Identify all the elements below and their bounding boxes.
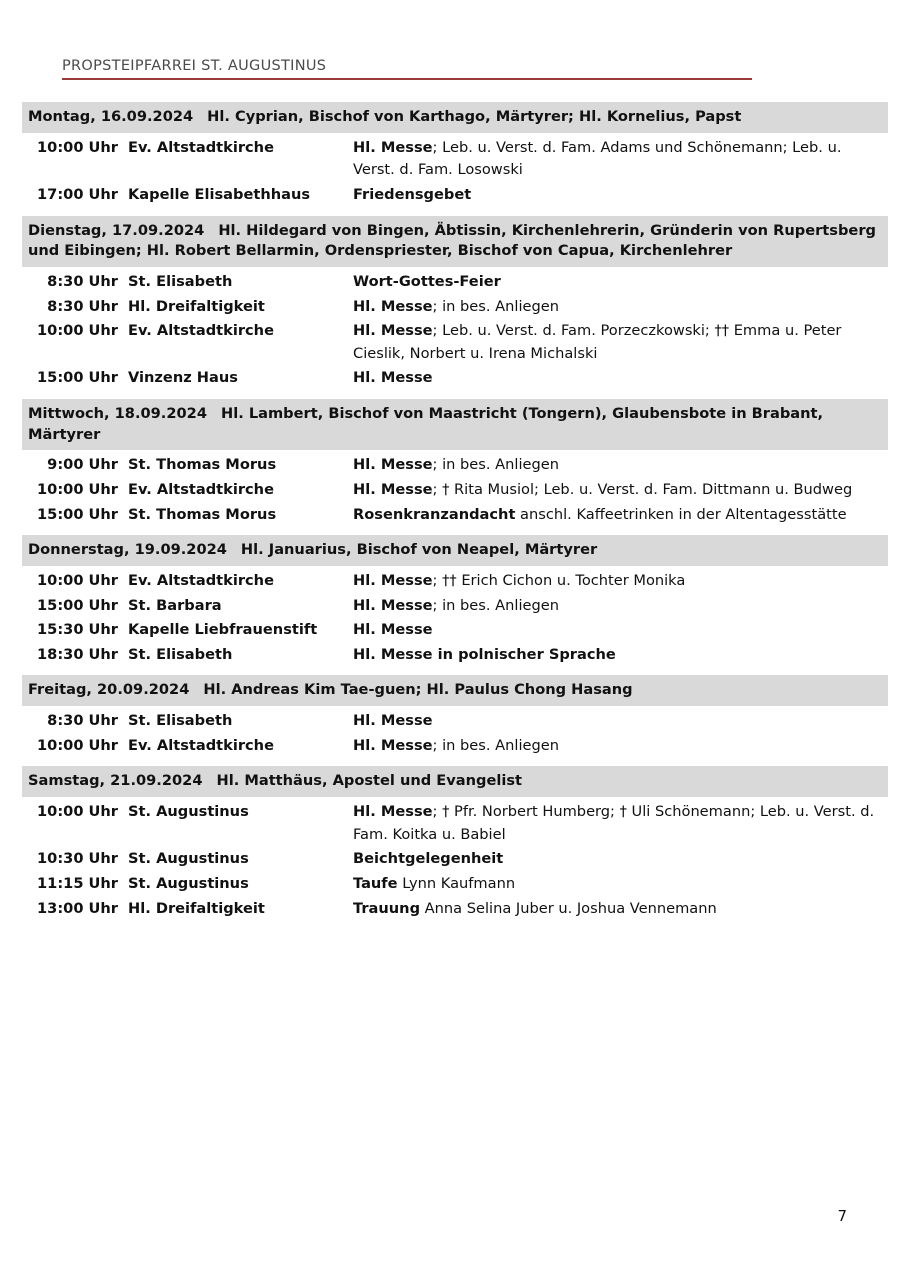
entry-description	[353, 271, 888, 294]
entry-time: 15:00 Uhr	[37, 505, 118, 523]
entry-location: St. Elisabeth	[128, 712, 233, 730]
day-saints: Hl. Cyprian, Bischof von Karthago, Märtyrer; Hl. Kornelius, Papst	[207, 108, 742, 125]
entry-location: St. Augustinus	[128, 874, 249, 892]
day-header	[22, 102, 888, 133]
schedule-entry	[22, 872, 888, 897]
entry-description	[353, 320, 888, 365]
schedule-entry	[22, 569, 888, 594]
day-saints: Hl. Hildegard von Bingen, Äbtissin, Kirchenlehrerin, Gründerin von Rupertsberg und Eibingen; Hl. Robert Bellarmin, Ordenspriester, Bischof von Capua, Kirchenlehrer	[28, 221, 876, 260]
entry-time: 15:30 Uhr	[37, 621, 118, 639]
entry-type: Hl. Messe	[353, 456, 433, 474]
day-entries	[22, 566, 888, 675]
entry-type: Hl. Messe	[353, 297, 433, 315]
schedule-entry	[22, 643, 888, 668]
entry-location: St. Augustinus	[128, 850, 249, 868]
day-date: Mittwoch, 18.09.2024	[28, 405, 207, 423]
schedule-entry	[22, 897, 888, 922]
entry-time: 10:00 Uhr	[37, 572, 118, 590]
day-block	[22, 766, 888, 929]
entry-description	[353, 848, 888, 871]
entry-type: Hl. Messe in polnischer Sprache	[353, 645, 616, 663]
parish-name: PROPSTEIPFARREI ST. AUGUSTINUS	[62, 58, 327, 74]
entry-intention: Anna Selina Juber u. Joshua Vennemann	[420, 899, 717, 917]
day-saints: Hl. Matthäus, Apostel und Evangelist	[216, 772, 523, 790]
entry-time: 18:30 Uhr	[37, 645, 118, 663]
day-date: Freitag, 20.09.2024	[28, 681, 190, 699]
day-date: Samstag, 21.09.2024	[28, 772, 203, 790]
day-header	[22, 766, 888, 797]
entry-intention: Lynn Kaufmann	[397, 874, 516, 892]
entry-description	[353, 454, 888, 477]
schedule-entry	[22, 594, 888, 619]
day-header	[22, 535, 888, 566]
entry-description	[353, 873, 888, 896]
entry-time: 15:00 Uhr	[37, 596, 118, 614]
entry-time: 10:00 Uhr	[37, 736, 118, 754]
day-block	[22, 399, 888, 535]
entry-type: Hl. Messe	[353, 572, 433, 590]
entry-type: Hl. Messe	[353, 369, 433, 387]
service-schedule	[22, 102, 888, 929]
entry-type: Hl. Messe	[353, 322, 433, 340]
day-entries	[22, 706, 888, 766]
entry-location: Hl. Dreifaltigkeit	[128, 899, 265, 917]
day-date: Dienstag, 17.09.2024	[28, 221, 205, 239]
entry-location: Ev. Altstadtkirche	[128, 138, 274, 156]
entry-type: Hl. Messe	[353, 803, 433, 821]
entry-time: 13:00 Uhr	[37, 899, 118, 917]
entry-description	[353, 644, 888, 667]
day-entries	[22, 797, 888, 929]
entry-description	[353, 595, 888, 618]
entry-time: 10:00 Uhr	[37, 138, 118, 156]
entry-location: St. Barbara	[128, 596, 222, 614]
entry-location: Ev. Altstadtkirche	[128, 572, 274, 590]
entry-location: St. Elisabeth	[128, 272, 233, 290]
day-entries	[22, 450, 888, 535]
entry-intention: ; †† Erich Cichon u. Tochter Monika	[432, 572, 686, 590]
entry-intention: ; † Rita Musiol; Leb. u. Verst. d. Fam. Dittmann u. Budweg	[432, 481, 853, 499]
entry-time: 11:15 Uhr	[37, 874, 118, 892]
entry-description	[353, 504, 888, 527]
schedule-entry	[22, 478, 888, 503]
entry-intention: ; in bes. Anliegen	[432, 736, 559, 754]
schedule-entry	[22, 136, 888, 183]
page-header	[62, 58, 752, 80]
entry-type: Rosenkranzandacht	[353, 505, 516, 523]
schedule-entry	[22, 270, 888, 295]
entry-time: 15:00 Uhr	[37, 369, 118, 387]
entry-description	[353, 296, 888, 319]
entry-time: 8:30 Uhr	[47, 297, 118, 315]
day-saints: Hl. Lambert, Bischof von Maastricht (Tongern), Glaubensbote in Brabant, Märtyrer	[28, 405, 824, 443]
schedule-entry	[22, 800, 888, 847]
schedule-entry	[22, 366, 888, 391]
entry-location: Ev. Altstadtkirche	[128, 322, 274, 340]
entry-type: Hl. Messe	[353, 596, 433, 614]
day-block	[22, 216, 888, 399]
day-saints: Hl. Januarius, Bischof von Neapel, Märtyrer	[240, 541, 598, 559]
day-date: Montag, 16.09.2024	[28, 108, 194, 125]
schedule-entry	[22, 618, 888, 643]
entry-location: Ev. Altstadtkirche	[128, 481, 274, 499]
entry-description	[353, 735, 888, 758]
schedule-entry	[22, 319, 888, 366]
entry-description	[353, 184, 888, 207]
entry-location: Kapelle Liebfrauenstift	[128, 621, 318, 639]
entry-location: St. Augustinus	[128, 803, 249, 821]
entry-type: Trauung	[353, 899, 421, 917]
entry-intention: anschl. Kaffeetrinken in der Altentagesstätte	[515, 505, 847, 523]
day-block	[22, 102, 888, 216]
entry-intention: ; in bes. Anliegen	[432, 596, 559, 614]
day-entries	[22, 133, 888, 216]
entry-location: Hl. Dreifaltigkeit	[128, 297, 265, 315]
entry-time: 10:00 Uhr	[37, 481, 118, 499]
entry-type: Hl. Messe	[353, 736, 433, 754]
entry-type: Hl. Messe	[353, 712, 433, 730]
entry-type: Beichtgelegenheit	[353, 850, 504, 868]
day-block	[22, 675, 888, 766]
entry-time: 9:00 Uhr	[47, 456, 118, 474]
entry-location: St. Elisabeth	[128, 645, 233, 663]
day-header	[22, 675, 888, 706]
entry-location: Ev. Altstadtkirche	[128, 736, 274, 754]
header-divider	[62, 78, 752, 80]
entry-intention: ; Leb. u. Verst. d. Fam. Adams und Schönemann; Leb. u. Verst. d. Fam. Losowski	[353, 138, 842, 179]
day-entries	[22, 267, 888, 399]
schedule-entry	[22, 734, 888, 759]
schedule-entry	[22, 847, 888, 872]
entry-time: 10:00 Uhr	[37, 322, 118, 340]
schedule-entry	[22, 503, 888, 528]
entry-description	[353, 479, 888, 502]
page-number: 7	[837, 1207, 847, 1225]
entry-time: 17:00 Uhr	[37, 185, 118, 203]
day-date: Donnerstag, 19.09.2024	[28, 541, 227, 559]
entry-type: Friedensgebet	[353, 185, 472, 203]
entry-description	[353, 710, 888, 733]
entry-description	[353, 137, 888, 182]
schedule-entry	[22, 295, 888, 320]
entry-description	[353, 619, 888, 642]
entry-description	[353, 898, 888, 921]
day-block	[22, 535, 888, 675]
entry-type: Wort-Gottes-Feier	[353, 272, 501, 290]
entry-intention: ; in bes. Anliegen	[432, 456, 559, 474]
entry-type: Hl. Messe	[353, 138, 433, 156]
entry-type: Hl. Messe	[353, 621, 433, 639]
entry-intention: ; † Pfr. Norbert Humberg; † Uli Schönemann; Leb. u. Verst. d. Fam. Koitka u. Babiel	[353, 803, 875, 843]
entry-time: 8:30 Uhr	[47, 272, 118, 290]
day-header	[22, 399, 888, 450]
entry-intention: ; Leb. u. Verst. d. Fam. Porzeczkowski; †† Emma u. Peter Cieslik, Norbert u. Irena Michalski	[353, 322, 842, 362]
entry-location: Vinzenz Haus	[128, 369, 238, 387]
entry-time: 10:00 Uhr	[37, 803, 118, 821]
schedule-entry	[22, 183, 888, 208]
schedule-entry	[22, 453, 888, 478]
entry-type: Taufe	[353, 874, 398, 892]
entry-time: 8:30 Uhr	[47, 712, 118, 730]
entry-type: Hl. Messe	[353, 481, 433, 499]
entry-intention: ; in bes. Anliegen	[432, 297, 559, 315]
entry-description	[353, 570, 888, 593]
entry-description	[353, 801, 888, 846]
entry-location: Kapelle Elisabethhaus	[128, 185, 311, 203]
day-saints: Hl. Andreas Kim Tae-guen; Hl. Paulus Chong Hasang	[203, 681, 633, 699]
entry-description	[353, 367, 888, 390]
entry-location: St. Thomas Morus	[128, 505, 277, 523]
day-header	[22, 216, 888, 267]
entry-time: 10:30 Uhr	[37, 850, 118, 868]
entry-location: St. Thomas Morus	[128, 456, 277, 474]
schedule-entry	[22, 709, 888, 734]
